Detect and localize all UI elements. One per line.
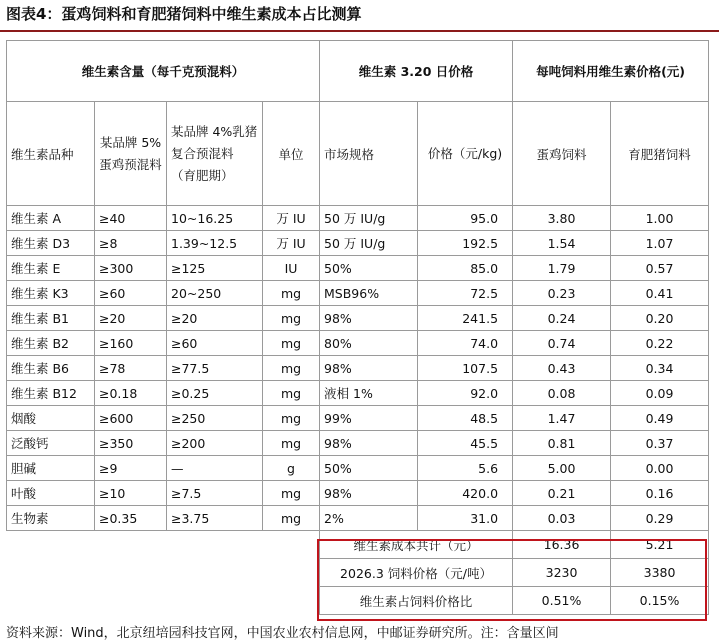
total-egg-value: 0.51% [513, 587, 611, 615]
vitamin-name: 维生素 E [7, 256, 95, 281]
vitamin-name: 维生素 D3 [7, 231, 95, 256]
egg-premix-amount: ≥78 [95, 356, 167, 381]
table-row [7, 456, 709, 481]
pig-premix-amount: ≥0.25 [167, 381, 263, 406]
egg-feed-cost: 0.74 [513, 331, 611, 356]
header-egg-feed: 蛋鸡饲料 [513, 102, 611, 206]
vitamin-name: 维生素 K3 [7, 281, 95, 306]
market-spec: MSB96% [320, 281, 418, 306]
table-row [7, 331, 709, 356]
pig-feed-cost: 0.20 [611, 306, 709, 331]
market-spec: 50 万 IU/g [320, 206, 418, 231]
egg-feed-cost: 0.21 [513, 481, 611, 506]
group-header-row [7, 41, 709, 102]
unit: 万 IU [263, 206, 320, 231]
pig-premix-amount: — [167, 456, 263, 481]
market-spec: 98% [320, 306, 418, 331]
table-row [7, 506, 709, 531]
pig-premix-amount: ≥60 [167, 331, 263, 356]
vitamin-name: 维生素 B1 [7, 306, 95, 331]
egg-premix-amount: ≥350 [95, 431, 167, 456]
pig-premix-amount: ≥125 [167, 256, 263, 281]
unit: IU [263, 256, 320, 281]
pig-feed-cost: 0.37 [611, 431, 709, 456]
unit: mg [263, 381, 320, 406]
header-content: 维生素含量（每千克预混料） [7, 41, 320, 102]
pig-feed-cost: 0.34 [611, 356, 709, 381]
unit-price: 74.0 [418, 331, 513, 356]
total-row [7, 531, 709, 559]
unit-price: 5.6 [418, 456, 513, 481]
header-pig-feed: 育肥猪饲料 [611, 102, 709, 206]
vitamin-name: 维生素 B6 [7, 356, 95, 381]
total-pig-value: 5.21 [611, 531, 709, 559]
egg-premix-amount: ≥0.18 [95, 381, 167, 406]
unit-price: 192.5 [418, 231, 513, 256]
unit-price: 85.0 [418, 256, 513, 281]
market-spec: 液相 1% [320, 381, 418, 406]
total-label: 2026.3 饲料价格（元/吨） [320, 559, 513, 587]
pig-feed-cost: 0.29 [611, 506, 709, 531]
unit: mg [263, 281, 320, 306]
pig-premix-amount: 10~16.25 [167, 206, 263, 231]
pig-premix-amount: 20~250 [167, 281, 263, 306]
chart-title: 图表4：蛋鸡饲料和育肥猪饲料中维生素成本占比测算 [6, 5, 362, 23]
market-spec: 50% [320, 256, 418, 281]
pig-feed-cost: 1.00 [611, 206, 709, 231]
egg-premix-amount: ≥10 [95, 481, 167, 506]
egg-premix-amount: ≥40 [95, 206, 167, 231]
sub-header-row [7, 102, 709, 206]
egg-premix-amount: ≥0.35 [95, 506, 167, 531]
market-spec: 98% [320, 431, 418, 456]
unit-price: 92.0 [418, 381, 513, 406]
egg-premix-amount: ≥600 [95, 406, 167, 431]
pig-premix-amount: ≥3.75 [167, 506, 263, 531]
table-row [7, 256, 709, 281]
egg-feed-cost: 1.54 [513, 231, 611, 256]
egg-feed-cost: 0.08 [513, 381, 611, 406]
header-name: 维生素品种 [7, 102, 95, 206]
vitamin-name: 维生素 B2 [7, 331, 95, 356]
total-pig-value: 3380 [611, 559, 709, 587]
market-spec: 98% [320, 481, 418, 506]
table-row [7, 356, 709, 381]
unit-price: 72.5 [418, 281, 513, 306]
egg-feed-cost: 3.80 [513, 206, 611, 231]
table-row [7, 281, 709, 306]
unit-price: 45.5 [418, 431, 513, 456]
table-row [7, 306, 709, 331]
table-row [7, 481, 709, 506]
total-label: 维生素成本共计（元） [320, 531, 513, 559]
market-spec: 50% [320, 456, 418, 481]
total-pig-value: 0.15% [611, 587, 709, 615]
egg-feed-cost: 1.79 [513, 256, 611, 281]
title-divider [0, 30, 719, 32]
pig-premix-amount: ≥20 [167, 306, 263, 331]
pig-feed-cost: 0.16 [611, 481, 709, 506]
header-price: 维生素 3.20 日价格 [320, 41, 513, 102]
pig-premix-amount: 1.39~12.5 [167, 231, 263, 256]
table-row [7, 431, 709, 456]
unit: mg [263, 306, 320, 331]
egg-feed-cost: 0.24 [513, 306, 611, 331]
total-label: 维生素占饲料价格比 [320, 587, 513, 615]
unit: mg [263, 481, 320, 506]
unit-price: 420.0 [418, 481, 513, 506]
vitamin-cost-table [6, 40, 709, 615]
market-spec: 50 万 IU/g [320, 231, 418, 256]
pig-premix-amount: ≥7.5 [167, 481, 263, 506]
unit-price: 95.0 [418, 206, 513, 231]
vitamin-name: 胆碱 [7, 456, 95, 481]
unit-price: 31.0 [418, 506, 513, 531]
source-note: 资料来源：Wind，北京纽培园科技官网，中国农业农村信息网，中邮证券研究所。注：含量区间 [6, 626, 559, 641]
unit: mg [263, 431, 320, 456]
egg-premix-amount: ≥9 [95, 456, 167, 481]
total-row [7, 559, 709, 587]
egg-feed-cost: 1.47 [513, 406, 611, 431]
header-unit-price: 价格（元/kg) [418, 102, 513, 206]
market-spec: 80% [320, 331, 418, 356]
total-row [7, 587, 709, 615]
egg-feed-cost: 0.43 [513, 356, 611, 381]
table-row [7, 231, 709, 256]
blank-cell [7, 587, 320, 615]
vitamin-name: 维生素 B12 [7, 381, 95, 406]
pig-premix-amount: ≥77.5 [167, 356, 263, 381]
pig-feed-cost: 0.00 [611, 456, 709, 481]
total-egg-value: 16.36 [513, 531, 611, 559]
header-unit: 单位 [263, 102, 320, 206]
market-spec: 98% [320, 356, 418, 381]
unit: mg [263, 331, 320, 356]
pig-feed-cost: 0.22 [611, 331, 709, 356]
vitamin-name: 生物素 [7, 506, 95, 531]
unit-price: 48.5 [418, 406, 513, 431]
egg-feed-cost: 5.00 [513, 456, 611, 481]
blank-cell [7, 559, 320, 587]
egg-feed-cost: 0.81 [513, 431, 611, 456]
header-spec: 市场规格 [320, 102, 418, 206]
pig-feed-cost: 1.07 [611, 231, 709, 256]
pig-feed-cost: 0.09 [611, 381, 709, 406]
vitamin-name: 泛酸钙 [7, 431, 95, 456]
pig-feed-cost: 0.57 [611, 256, 709, 281]
unit-price: 241.5 [418, 306, 513, 331]
header-egg-premix: 某品牌 5% 蛋鸡预混料 [95, 102, 167, 206]
table-row [7, 381, 709, 406]
table-row [7, 406, 709, 431]
vitamin-name: 烟酸 [7, 406, 95, 431]
pig-premix-amount: ≥200 [167, 431, 263, 456]
table-row [7, 206, 709, 231]
egg-premix-amount: ≥20 [95, 306, 167, 331]
total-egg-value: 3230 [513, 559, 611, 587]
unit-price: 107.5 [418, 356, 513, 381]
header-cost: 每吨饲料用维生素价格(元) [513, 41, 709, 102]
market-spec: 2% [320, 506, 418, 531]
header-pig-premix: 某品牌 4%乳猪复合预混料（育肥期） [167, 102, 263, 206]
vitamin-name: 叶酸 [7, 481, 95, 506]
vitamin-name: 维生素 A [7, 206, 95, 231]
unit: 万 IU [263, 231, 320, 256]
pig-feed-cost: 0.49 [611, 406, 709, 431]
egg-premix-amount: ≥300 [95, 256, 167, 281]
egg-feed-cost: 0.03 [513, 506, 611, 531]
blank-cell [7, 531, 320, 559]
pig-feed-cost: 0.41 [611, 281, 709, 306]
unit: mg [263, 506, 320, 531]
pig-premix-amount: ≥250 [167, 406, 263, 431]
egg-premix-amount: ≥8 [95, 231, 167, 256]
unit: mg [263, 356, 320, 381]
unit: g [263, 456, 320, 481]
egg-premix-amount: ≥60 [95, 281, 167, 306]
unit: mg [263, 406, 320, 431]
market-spec: 99% [320, 406, 418, 431]
egg-premix-amount: ≥160 [95, 331, 167, 356]
egg-feed-cost: 0.23 [513, 281, 611, 306]
